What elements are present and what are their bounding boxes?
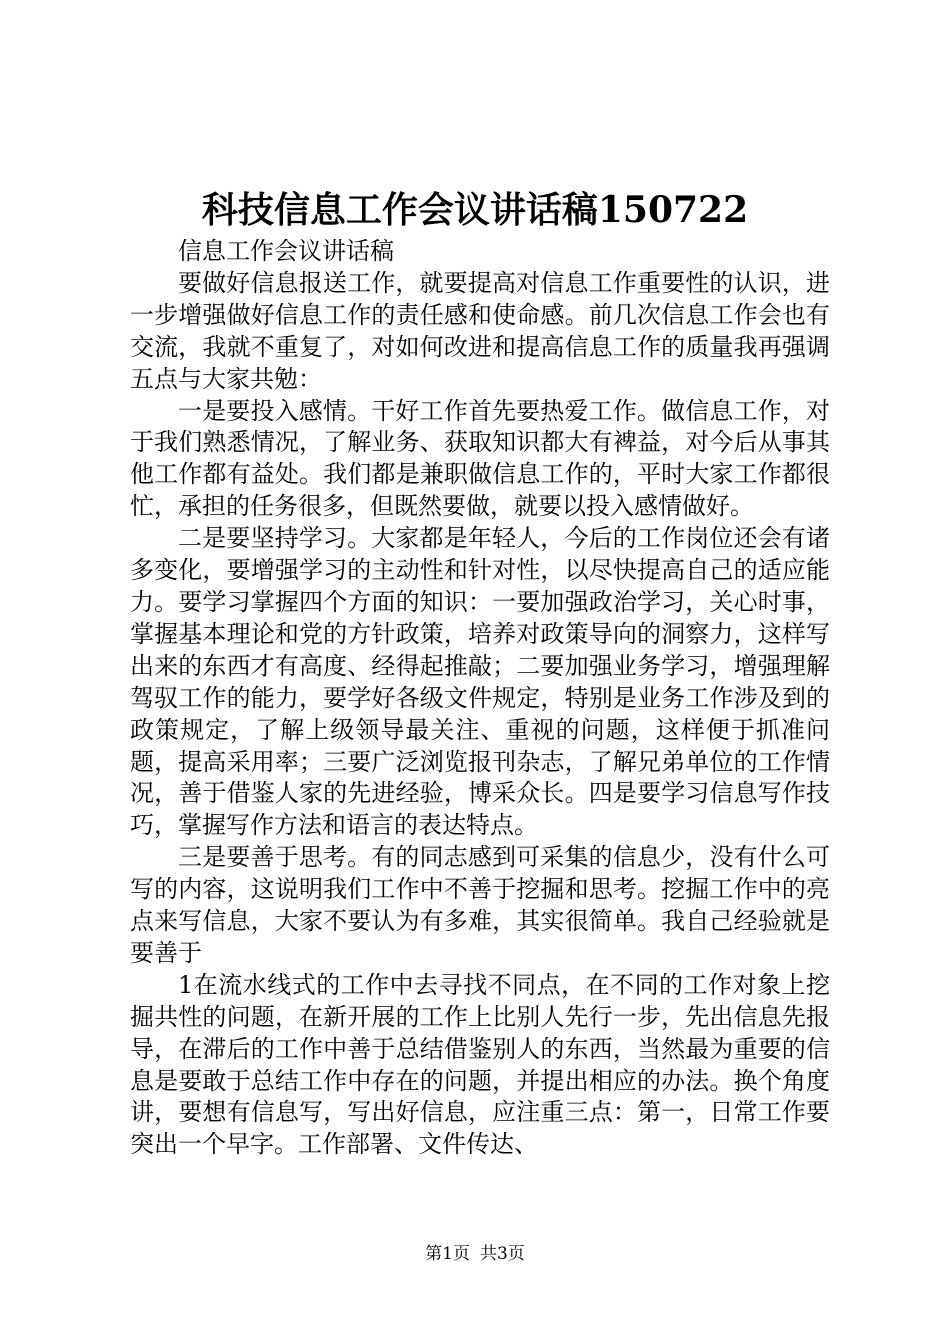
paragraph-continuation: 1在流水线式的工作中去寻找不同点，在不同的工作对象上挖掘共性的问题，在新开展的工作上比别人先行一步，先出信息先报导，在滞后的工作中善于总结借鉴别人的东西，当然最为重要的信息是要敢于总结工作中存在的问题，并提出相应的办法。换个角度讲，要想有信息写，写出好信息，应注重三点：第一，日常工作要突出一个早字。工作部署、文件传达、 (130, 970, 830, 1159)
paragraph-point-one: 一是要投入感情。干好工作首先要热爱工作。做信息工作，对于我们熟悉情况，了解业务、获取知识都大有裨益，对今后从事其他工作都有益处。我们都是兼职做信息工作的，平时大家工作都很忙，承担的任务很多，但既然要做，就要以投入感情做好。 (130, 396, 830, 521)
document-body (130, 236, 830, 1161)
paragraph-subtitle: 信息工作会议讲话稿 (178, 237, 394, 265)
page-footer (0, 1243, 950, 1265)
document-title: 科技信息工作会议讲话稿150722 (201, 189, 749, 231)
paragraph-point-two: 二是要坚持学习。大家都是年轻人，今后的工作岗位还会有诸多变化，要增强学习的主动性和针对性，以尽快提高自己的适应能力。要学习掌握四个方面的知识：一要加强政治学习，关心时事，掌握基本理论和党的方针政策，培养对政策导向的洞察力，这样写出来的东西才有高度、经得起推敲；二要加强业务学习，增强理解驾驭工作的能力，要学好各级文件规定，特别是业务工作涉及到的政策规定，了解上级领导最关注、重视的问题，这样便于抓准问题，提高采用率；三要广泛浏览报刊杂志，了解兄弟单位的工作情况，善于借鉴人家的先进经验，博采众长。四是要学习信息写作技巧，掌握写作方法和语言的表达特点。 (130, 524, 830, 840)
page-total: 共3页 (480, 1244, 525, 1264)
page-number: 第1页 (425, 1244, 470, 1264)
paragraph-point-three: 三是要善于思考。有的同志感到可采集的信息少，没有什么可写的内容，这说明我们工作中不善于挖掘和思考。挖掘工作中的亮点来写信息，大家不要认为有多难，其实很简单。我自己经验就是要善于 (130, 843, 830, 967)
paragraph-intro: 要做好信息报送工作，就要提高对信息工作重要性的认识，进一步增强做好信息工作的责任感和使命感。前几次信息工作会也有交流，我就不重复了，对如何改进和提高信息工作的质量我再强调五点与大家共勉： (130, 268, 830, 393)
